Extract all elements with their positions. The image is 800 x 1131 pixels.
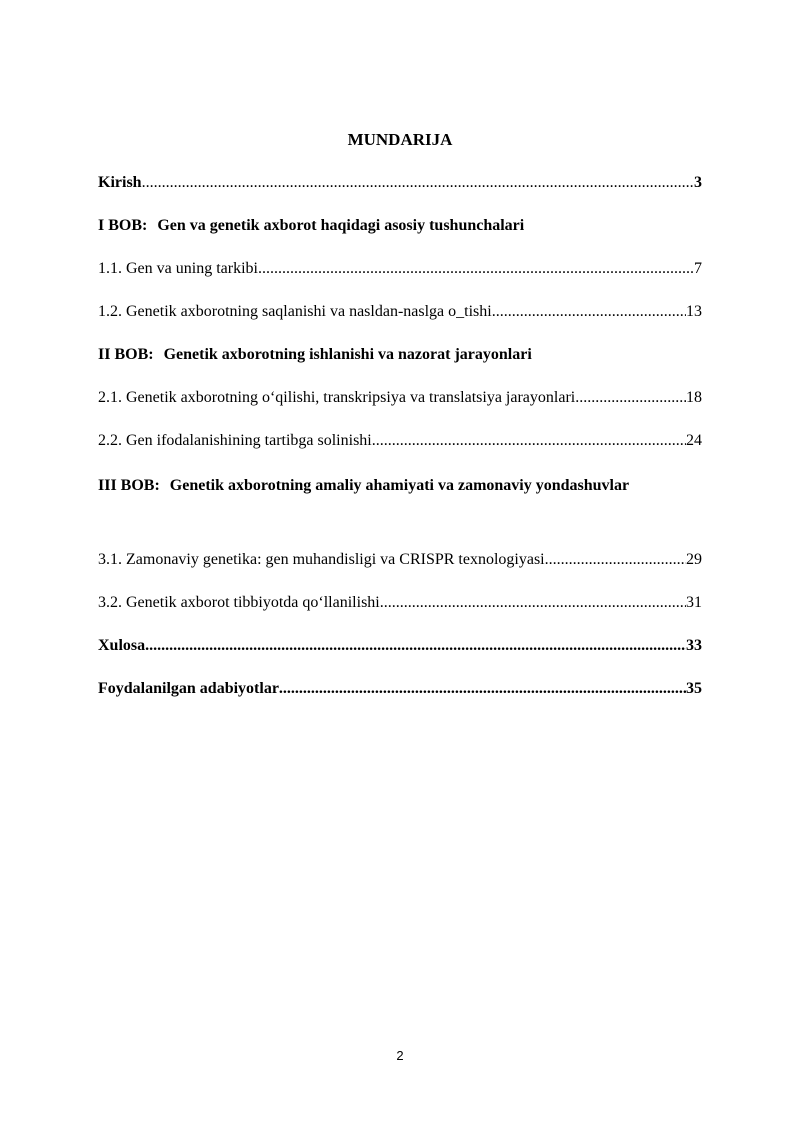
toc-entry-page: 31 (686, 594, 702, 611)
toc-entry-page: 13 (686, 303, 702, 320)
toc-entry-label: 1.2. Genetik axborotning saqlanishi va nasldan-naslga o_tishi (98, 303, 492, 320)
toc-chapter-3[interactable] (98, 470, 702, 502)
toc-entry-3-1[interactable] (98, 549, 702, 571)
toc-entry-label: 1.1. Gen va uning tarkibi (98, 260, 258, 277)
toc-entry-page: 3 (694, 174, 702, 191)
chapter-number: I BOB: (98, 217, 148, 234)
chapter-number: II BOB: (98, 346, 154, 363)
chapter-title: Gen va genetik axborot haqidagi asosiy tushunchalari (157, 217, 525, 234)
dot-leader (380, 592, 686, 614)
toc-entry-2-2[interactable] (98, 430, 702, 452)
toc-entry-page: 7 (694, 260, 702, 277)
dot-leader (575, 387, 686, 409)
toc-chapter-1[interactable] (98, 215, 702, 237)
dot-leader (545, 549, 686, 571)
table-of-contents (98, 0, 702, 800)
toc-entry-label: 2.2. Gen ifodalanishining tartibga solinishi (98, 432, 372, 449)
toc-entry-label: 2.1. Genetik axborotning o‘qilishi, transkripsiya va translatsiya jarayonlari (98, 389, 576, 406)
toc-entry-adabiyotlar[interactable] (98, 678, 702, 700)
toc-entry-page: 24 (686, 432, 702, 449)
toc-entry-label: Foydalanilgan adabiyotlar (98, 680, 279, 697)
dot-leader (258, 258, 694, 280)
dot-leader (372, 430, 686, 452)
toc-entry-label: 3.1. Zamonaviy genetika: gen muhandisligi va CRISPR texnologiyasi (98, 551, 545, 568)
toc-entry-page: 33 (686, 637, 702, 654)
dot-leader (279, 678, 686, 700)
toc-chapter-2[interactable] (98, 344, 702, 366)
dot-leader (145, 635, 686, 657)
chapter-number: III BOB: (98, 477, 160, 494)
toc-entry-3-2[interactable] (98, 592, 702, 614)
toc-entry-kirish[interactable] (98, 172, 702, 194)
dot-leader (492, 301, 686, 323)
toc-entry-1-1[interactable] (98, 258, 702, 280)
chapter-title: Genetik axborotning ishlanishi va nazorat jarayonlari (163, 346, 532, 363)
page-number: 2 (396, 1048, 404, 1063)
toc-entry-label: Kirish (98, 174, 142, 191)
toc-entry-2-1[interactable] (98, 387, 702, 409)
toc-entry-page: 18 (686, 389, 702, 406)
toc-entry-label: Xulosa (98, 637, 146, 654)
toc-entry-1-2[interactable] (98, 301, 702, 323)
page-title: MUNDARIJA (347, 130, 453, 149)
toc-entry-page: 35 (686, 680, 702, 697)
chapter-title: Genetik axborotning amaliy ahamiyati va zamonaviy yondashuvlar (169, 477, 630, 494)
toc-entry-page: 29 (686, 551, 702, 568)
toc-entry-xulosa[interactable] (98, 635, 702, 657)
toc-entry-label: 3.2. Genetik axborot tibbiyotda qo‘llanilishi (98, 594, 380, 611)
dot-leader (142, 172, 694, 194)
